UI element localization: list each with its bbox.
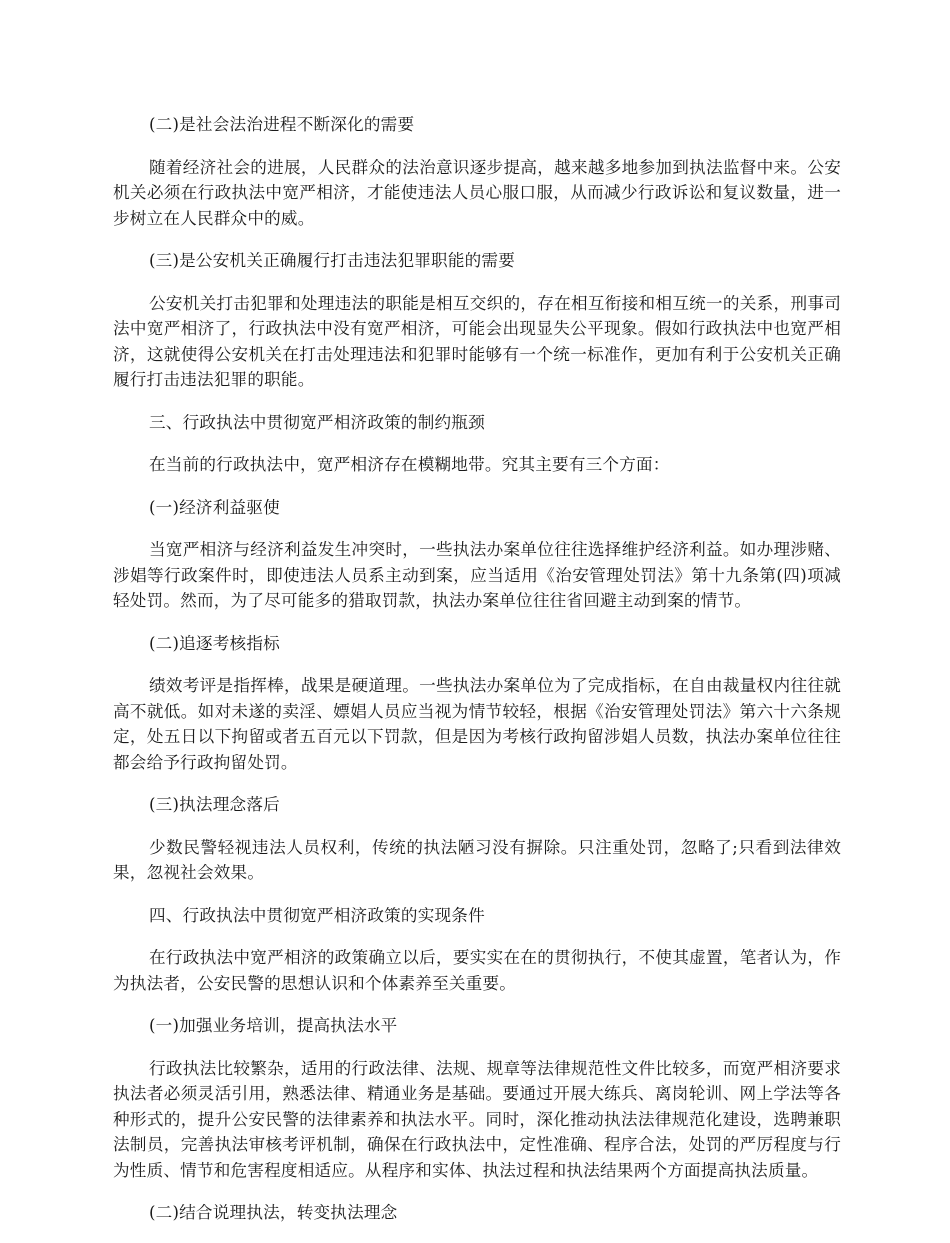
body-paragraph: 公安机关打击犯罪和处理违法的职能是相互交织的，存在相互衔接和相互统一的关系，刑事司法中宽严相济了，行政执法中没有宽严相济，可能会出现显失公平现象。假如行政执法中也宽严相济，这就使得公安机关在打击处理违法和犯罪时能够有一个统一标准作，更加有利于公安机关正确履行打击违法犯罪的职能。 [113, 293, 841, 389]
section-heading: (三)是公安机关正确履行打击违法犯罪职能的需要 [149, 251, 516, 270]
chapter-heading: 三、行政执法中贯彻宽严相济政策的制约瓶颈 [149, 412, 485, 432]
body-paragraph: 当宽严相济与经济利益发生冲突时，一些执法办案单位往往选择维护经济利益。如办理涉赌、涉娼等行政案件时，即使违法人员系主动到案，应当适用《治安管理处罚法》第十九条第(四)项减轻处罚。然而，为了尽可能多的猎取罚款，执法办案单位往往省回避主动到案的情节。 [113, 540, 841, 610]
body-paragraph: 绩效考评是指挥棒，战果是硬道理。一些执法办案单位为了完成指标，在自由裁量权内往往就高不就低。如对未遂的卖淫、嫖娼人员应当视为情节较轻，根据《治安管理处罚法》第六十六条规定，处五日以下拘留或者五百元以下罚款，但是因为考核行政拘留涉娼人员数，执法办案单位往往都会给予行政拘留处罚。 [113, 676, 841, 772]
chapter-heading: 四、行政执法中贯彻宽严相济政策的实现条件 [149, 905, 485, 925]
section-heading: (一)加强业务培训，提高执法水平 [149, 1016, 398, 1035]
section-heading: (二)是社会法治进程不断深化的需要 [149, 115, 415, 134]
body-paragraph: 在当前的行政执法中，宽严相济存在模糊地带。究其主要有三个方面： [149, 455, 670, 474]
section-heading: (三)执法理念落后 [149, 795, 280, 814]
body-paragraph: 行政执法比较繁杂，适用的行政法律、法规、规章等法律规范性文件比较多，而宽严相济要求执法者必须灵活引用，熟悉法律、精通业务是基础。要通过开展大练兵、离岗轮训、网上学法等各种形式的，提升公安民警的法律素养和执法水平。同时，深化推动执法法律规范化建设，选聘兼职法制员，完善执法审核考评机制，确保在行政执法中，定性准确、程序合法，处罚的严厉程度与行为性质、情节和危害程度相适应。从程序和实体、执法过程和执法结果两个方面提高执法质量。 [113, 1058, 841, 1180]
body-paragraph: 在行政执法中宽严相济的政策确立以后，要实实在在的贯彻执行，不使其虚置，笔者认为，作为执法者，公安民警的思想认识和个体素养至关重要。 [113, 948, 841, 993]
document-body [113, 112, 841, 1243]
section-heading: (一)经济利益驱使 [149, 497, 280, 517]
section-heading: (二)结合说理执法，转变执法理念 [149, 1203, 398, 1222]
body-paragraph: 少数民警轻视违法人员权利，传统的执法陋习没有摒除。只注重处罚，忽略了;只看到法律效果，忽视社会效果。 [113, 837, 841, 882]
body-paragraph: 随着经济社会的进展，人民群众的法治意识逐步提高，越来越多地参加到执法监督中来。公安机关必须在行政执法中宽严相济，才能使违法人员心服口服，从而减少行政诉讼和复议数量，进一步树立在人民群众中的威。 [113, 157, 841, 228]
section-heading: (二)追逐考核指标 [149, 633, 280, 653]
